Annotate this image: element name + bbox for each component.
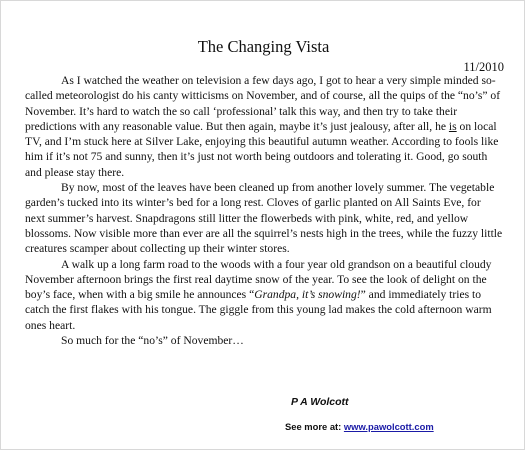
paragraph-text: By now, most of the leaves have been cleaned up from another lovely summer. The vegetable garden’s tucked into its winter’s bed for a long rest. Cloves of garlic planted on All Saints Eve, for next summer’s harvest. Snapdragons still litter the flowerbeds with pink, white, red, and yellow blossoms. Now visible more than ever are all the squirrel’s nests high in the trees, while the fuzzy little creatures scamper about collecting up their winter stores. xyxy=(25,181,503,256)
paragraph-text: So much for the “no’s” of November… xyxy=(61,334,244,348)
paragraph-text: A walk up a long farm road to the woods with a four year old grandson on a beautiful cloudy November afternoon brings the first real daytime snow of the year. To see the look of delight on the boy’s face, when with a big smile he announces “ xyxy=(25,257,492,302)
emphasis-italic: Grandpa, it’s snowing! xyxy=(254,288,361,302)
document-title: The Changing Vista xyxy=(197,37,330,56)
paragraph-text: As I watched the weather on television a few days ago, I got to hear a very simple minded so-called meteorologist do his canty witticisms on November, and of course, all the quips of the “no’s” of November. It’s hard to watch the so call ‘professional’ talk this way, and then try to take their predictions with any reasonable value. But then again, maybe it’s just jealousy, after all, he xyxy=(25,74,501,133)
paragraph xyxy=(25,180,503,256)
see-more-line xyxy=(285,421,434,433)
author-signature: P A Wolcott xyxy=(291,396,349,408)
document-body xyxy=(25,73,503,348)
paragraph xyxy=(25,257,503,333)
paragraph xyxy=(25,73,503,180)
paragraph-text: ” and immediately tries to catch the first flakes with his tongue. The giggle from this young lad makes the cold afternoon warm ones heart. xyxy=(25,288,492,332)
document-date: 11/2010 xyxy=(463,60,504,74)
paragraph-text: on local TV, and I’m stuck here at Silver Lake, enjoying this beautiful autumn weather. According to fools like him if it’s not 75 and sunny, then it’s just not worth being outdoors and tolerating it. Good, go south and please stay there. xyxy=(25,119,499,179)
closing-line xyxy=(25,333,503,348)
website-link[interactable]: www.pawolcott.com xyxy=(343,421,434,432)
see-more-label: See more at: xyxy=(285,421,344,432)
emphasis-underline: is xyxy=(448,119,457,133)
